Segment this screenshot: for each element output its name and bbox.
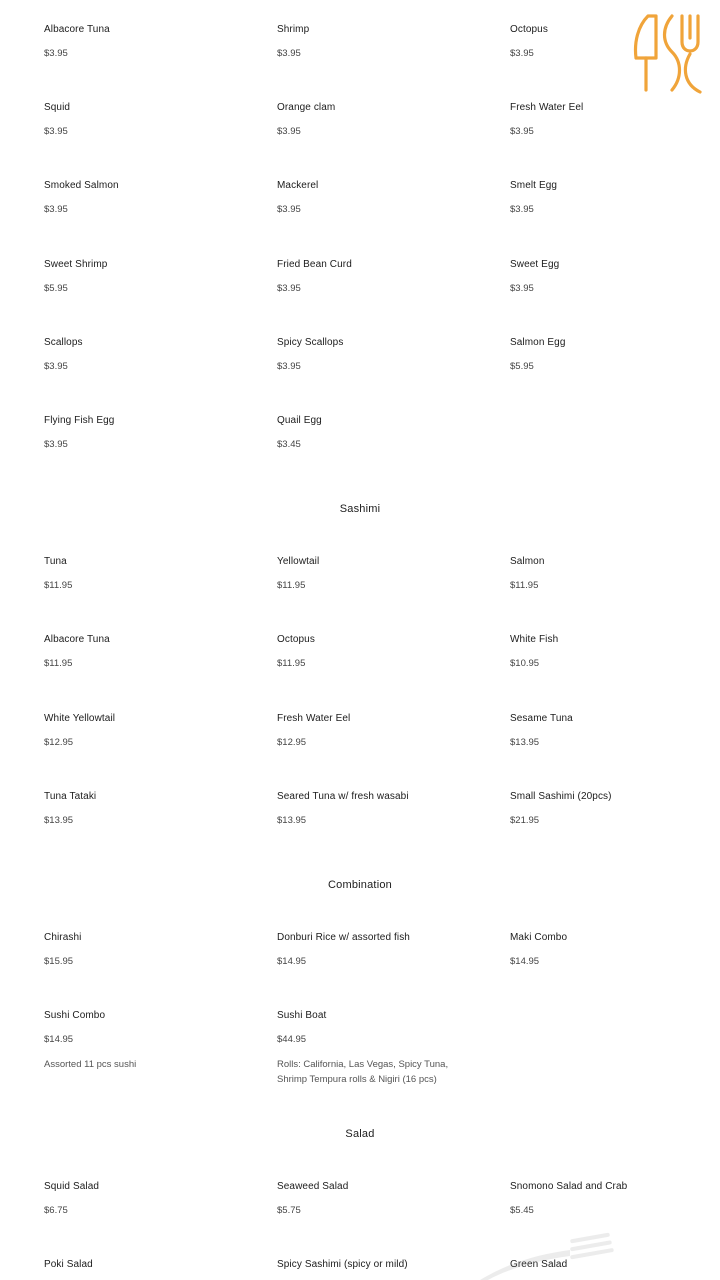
section-title-combination: Combination bbox=[328, 879, 392, 891]
menu-item-price: $13.95 bbox=[277, 815, 307, 826]
menu-item-name: Octopus bbox=[510, 24, 548, 35]
menu-item-price: $44.95 bbox=[277, 1034, 307, 1045]
menu-item-price: $3.95 bbox=[44, 204, 68, 215]
menu-item-price: $3.95 bbox=[277, 126, 301, 137]
menu-item[interactable] bbox=[510, 337, 720, 373]
menu-item[interactable] bbox=[277, 415, 492, 451]
menu-item-price: $21.95 bbox=[510, 815, 540, 826]
menu-item-name: Sweet Egg bbox=[510, 259, 560, 270]
menu-item-price: $14.95 bbox=[510, 956, 540, 967]
menu-item-description: Assorted 11 pcs sushi bbox=[44, 1059, 137, 1070]
menu-item-price: $11.95 bbox=[277, 658, 306, 669]
menu-item-price: $3.95 bbox=[277, 361, 301, 372]
menu-item-price: $13.95 bbox=[44, 815, 74, 826]
menu-item-price: $3.95 bbox=[44, 126, 68, 137]
menu-item[interactable] bbox=[277, 259, 492, 295]
menu-item[interactable] bbox=[44, 791, 259, 827]
menu-item[interactable] bbox=[277, 180, 492, 216]
menu-item-name: Tuna Tataki bbox=[44, 791, 97, 802]
menu-item-name: Chirashi bbox=[44, 932, 82, 943]
menu-item[interactable] bbox=[277, 102, 492, 138]
menu-item-price: $11.95 bbox=[44, 658, 73, 669]
menu-item-price: $11.95 bbox=[277, 580, 306, 591]
menu-item-price: $3.45 bbox=[277, 439, 301, 450]
menu-item[interactable] bbox=[277, 1181, 492, 1217]
menu-item-name: Small Sashimi (20pcs) bbox=[510, 791, 612, 802]
menu-item[interactable] bbox=[44, 713, 259, 749]
menu-item[interactable] bbox=[277, 556, 492, 592]
menu-item-name: Sweet Shrimp bbox=[44, 259, 108, 270]
menu-item-name: Squid Salad bbox=[44, 1181, 100, 1192]
menu-item-price: $11.95 bbox=[510, 580, 539, 591]
menu-item-name: Quail Egg bbox=[277, 415, 322, 426]
menu-item[interactable] bbox=[44, 1181, 259, 1217]
menu-item[interactable] bbox=[44, 932, 259, 968]
menu-item[interactable] bbox=[510, 24, 720, 60]
menu-item-name: Spicy Scallops bbox=[277, 337, 344, 348]
menu-item[interactable] bbox=[44, 180, 259, 216]
menu-item-name: Fresh Water Eel bbox=[277, 713, 351, 724]
menu-item[interactable] bbox=[510, 1181, 720, 1217]
menu-item-name: Shrimp bbox=[277, 24, 310, 35]
menu-item[interactable] bbox=[510, 259, 720, 295]
menu-item-name: Salmon bbox=[510, 556, 545, 567]
menu-item[interactable] bbox=[510, 556, 720, 592]
menu-item[interactable] bbox=[510, 102, 720, 138]
menu-item[interactable] bbox=[277, 713, 492, 749]
menu-item[interactable] bbox=[44, 259, 259, 295]
menu-item[interactable] bbox=[277, 24, 492, 60]
menu-item-name: Fresh Water Eel bbox=[510, 102, 584, 113]
menu-item-price: $11.95 bbox=[44, 580, 73, 591]
menu-item-price: $12.95 bbox=[44, 737, 74, 748]
section-title-sashimi: Sashimi bbox=[339, 503, 381, 515]
menu-item-price: $10.95 bbox=[510, 658, 540, 669]
menu-item[interactable] bbox=[277, 1259, 492, 1271]
menu-item-name: Seaweed Salad bbox=[277, 1181, 349, 1192]
menu-item-price: $5.95 bbox=[44, 283, 68, 294]
menu-item[interactable] bbox=[277, 1010, 467, 1087]
menu-item[interactable] bbox=[510, 713, 720, 749]
menu-item-price: $5.95 bbox=[510, 361, 534, 372]
menu-item-name: Sushi Combo bbox=[44, 1010, 106, 1021]
menu-item-price: $3.95 bbox=[510, 48, 534, 59]
menu-item-price: $13.95 bbox=[510, 737, 540, 748]
menu-item-name: Green Salad bbox=[510, 1259, 568, 1270]
menu-item[interactable] bbox=[44, 415, 259, 451]
fork-watermark-icon bbox=[470, 1232, 620, 1280]
menu-item-price: $5.45 bbox=[510, 1205, 534, 1216]
menu-item[interactable] bbox=[44, 556, 259, 592]
menu-item-name: Squid bbox=[44, 102, 71, 113]
menu-item-price: $12.95 bbox=[277, 737, 307, 748]
menu-item-price: $3.95 bbox=[510, 126, 534, 137]
menu-item-price: $3.95 bbox=[510, 283, 534, 294]
menu-item-name: White Fish bbox=[510, 634, 559, 645]
menu-item-name: Albacore Tuna bbox=[44, 634, 110, 645]
menu-item[interactable] bbox=[277, 634, 492, 670]
menu-item-name: Flying Fish Egg bbox=[44, 415, 115, 426]
menu-item-name: Albacore Tuna bbox=[44, 24, 110, 35]
menu-item-price: $3.95 bbox=[277, 48, 301, 59]
menu-item-name: Yellowtail bbox=[277, 556, 320, 567]
menu-item[interactable] bbox=[277, 337, 492, 373]
menu-item[interactable] bbox=[44, 1259, 259, 1271]
section-title-salad: Salad bbox=[345, 1128, 375, 1140]
menu-item[interactable] bbox=[44, 1010, 259, 1072]
menu-item-price: $15.95 bbox=[44, 956, 74, 967]
menu-item[interactable] bbox=[44, 337, 259, 373]
menu-item-name: Seared Tuna w/ fresh wasabi bbox=[277, 791, 409, 802]
menu-item[interactable] bbox=[44, 102, 259, 138]
menu-item[interactable] bbox=[277, 791, 492, 827]
menu-item-name: Snomono Salad and Crab bbox=[510, 1181, 628, 1192]
menu-item[interactable] bbox=[510, 932, 720, 968]
menu-item-name: Mackerel bbox=[277, 180, 319, 191]
menu-item[interactable] bbox=[44, 634, 259, 670]
menu-item-price: $6.75 bbox=[44, 1205, 68, 1216]
menu-item-price: $14.95 bbox=[277, 956, 307, 967]
menu-item[interactable] bbox=[277, 932, 492, 968]
menu-item-price: $14.95 bbox=[44, 1034, 74, 1045]
menu-item-name: Orange clam bbox=[277, 102, 336, 113]
menu-item[interactable] bbox=[510, 634, 720, 670]
menu-item-name: Donburi Rice w/ assorted fish bbox=[277, 932, 410, 943]
menu-item-name: White Yellowtail bbox=[44, 713, 116, 724]
menu-item-name: Maki Combo bbox=[510, 932, 568, 943]
menu-item-name: Sesame Tuna bbox=[510, 713, 573, 724]
menu-item-price: $3.95 bbox=[277, 283, 301, 294]
menu-item-name: Scallops bbox=[44, 337, 83, 348]
menu-item-price: $3.95 bbox=[44, 361, 68, 372]
menu-item[interactable] bbox=[510, 791, 720, 827]
menu-item-name: Tuna bbox=[44, 556, 67, 567]
menu-item-name: Smoked Salmon bbox=[44, 180, 119, 191]
menu-item-price: $3.95 bbox=[510, 204, 534, 215]
menu-item-name: Spicy Sashimi (spicy or mild) bbox=[277, 1259, 408, 1270]
menu-item-description: Rolls: California, Las Vegas, Spicy Tuna, Shrimp Tempura rolls & Nigiri (16 pcs) bbox=[277, 1059, 449, 1085]
menu-item-price: $5.75 bbox=[277, 1205, 301, 1216]
menu-item[interactable] bbox=[510, 180, 720, 216]
menu-item[interactable] bbox=[44, 24, 259, 60]
menu-item-name: Fried Bean Curd bbox=[277, 259, 352, 270]
menu-item-price: $3.95 bbox=[44, 48, 68, 59]
menu-item-name: Salmon Egg bbox=[510, 337, 566, 348]
menu-item-name: Sushi Boat bbox=[277, 1010, 327, 1021]
menu-item-price: $3.95 bbox=[44, 439, 68, 450]
menu-item-name: Octopus bbox=[277, 634, 315, 645]
menu-item-name: Smelt Egg bbox=[510, 180, 558, 191]
menu-item-price: $3.95 bbox=[277, 204, 301, 215]
menu-item-name: Poki Salad bbox=[44, 1259, 93, 1270]
